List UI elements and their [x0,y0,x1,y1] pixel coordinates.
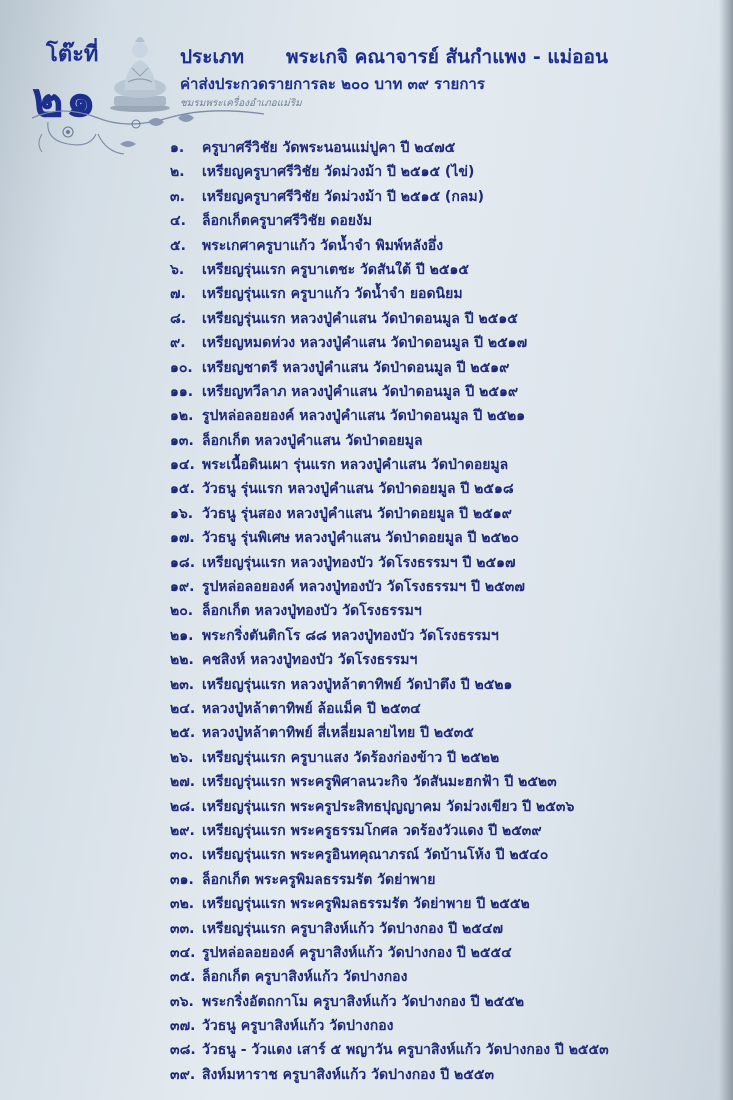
item-text: รูปหล่อลอยองค์ ครูบาสิงห์แก้ว วัดปางกอง ปี ๒๕๕๔ [202,944,512,961]
item-text: พระกริ่งอัตถกาโม ครูบาสิงห์แก้ว วัดปางกอง ปี ๒๕๕๒ [202,993,525,1010]
list-item [170,698,609,722]
item-number: ๑๑. [170,383,194,400]
item-text: เหรียญครูบาศรีวิชัย วัดม่วงม้า ปี ๒๕๑๕ (ไข่) [202,164,475,181]
item-number: ๒๑. [170,627,194,644]
entry-list [170,137,609,1088]
item-text: เหรียญชาตรี หลวงปู่คำแสน วัดป่าดอนมูล ปี ๒๕๑๙ [202,359,510,376]
list-item [170,405,609,429]
list-item [170,357,609,381]
list-item [170,991,609,1015]
item-text: เหรียญรุ่นแรก ครูบาสิงห์แก้ว วัดปางกอง ปี ๒๕๔๗ [202,920,503,937]
item-text: ล็อกเก็ต พระครูพิมลธรรมรัต วัดย่าพาย [202,871,436,888]
item-number: ๒๐. [170,603,194,620]
list-item [170,796,609,820]
item-number: ๓๒. [170,896,195,913]
item-text: ล็อกเก็ต หลวงปู่คำแสน วัดป่าดอยมูล [202,432,423,449]
item-number: ๓๗. [170,1018,196,1035]
item-text: เหรียญรุ่นแรก ครูบาแก้ว วัดน้ำจำ ยอดนิยม [202,286,463,303]
item-text: ล็อกเก็ตครูบาศรีวิชัย ดอยงัม [202,213,373,230]
table-label: โต๊ะที่ [46,42,99,67]
item-text: เหรียญรุ่นแรก ครูบาเตชะ วัดสันใต้ ปี ๒๕๑๕ [202,261,469,278]
item-text: วัวธนู ครูบาสิงห์แก้ว วัดปางกอง [202,1018,394,1035]
list-item [170,674,609,698]
item-number: ๖. [170,261,185,278]
item-text: ล็อกเก็ต หลวงปู่ทองบัว วัดโรงธรรมฯ [202,603,422,620]
list-item [170,259,609,283]
item-text: เหรียญรุ่นแรก พระครูธรรมโกศล วดร้องวัวแดง ปี ๒๕๓๙ [202,822,542,839]
list-item [170,552,609,576]
list-item [170,820,609,844]
item-number: ๒. [170,164,185,181]
list-item [170,283,609,307]
list-item [170,600,609,624]
item-text: หลวงปู่หล้าตาทิพย์ ล้อแม็ค ปี ๒๕๓๔ [202,700,421,717]
item-number: ๓๕. [170,969,196,986]
item-text: วัวธนู รุ่นพิเศษ หลวงปู่คำแสน วัดป่าดอยมูล ปี ๒๕๒๐ [202,530,519,547]
category-label: ประเภท [180,46,245,68]
item-text: เหรียญทวีลาภ หลวงปู่คำแสน วัดป่าดอนมูล ปี ๒๕๑๙ [202,383,519,400]
list-item [170,649,609,673]
item-number: ๑๕. [170,481,195,498]
item-text: ครูบาศรีวิชัย วัดพระนอนแม่ปูคา ปี ๒๔๗๕ [202,140,456,156]
list-item [170,381,609,405]
list-item [170,942,609,966]
item-text: รูปหล่อลอยองค์ หลวงปู่คำแสน วัดป่าดอนมูล ปี ๒๕๒๑ [202,408,526,425]
item-number: ๒๕. [170,725,196,742]
list-item [170,747,609,771]
list-item [170,503,609,527]
item-number: ๓๙. [170,1066,196,1083]
item-text: เหรียญรุ่นแรก หลวงปู่ทองบัว วัดโรงธรรมฯ ปี ๒๕๑๗ [202,554,516,571]
item-text: เหรียญรุ่นแรก หลวงปู่หล้าตาทิพย์ วัดป่าตึง ปี ๒๕๒๑ [202,676,513,693]
list-item [170,210,609,234]
list-item [170,235,609,259]
list-item [170,332,609,356]
item-text: เหรียญรุ่นแรก พระครูประสิทธปุญญาคม วัดม่วงเขียว ปี ๒๕๓๖ [202,798,575,815]
item-text: เหรียญรุ่นแรก ครูบาแสง วัดร้องก่องข้าว ปี ๒๕๒๒ [202,749,500,766]
item-number: ๕. [170,237,186,254]
item-number: ๓๑. [170,871,194,888]
item-text: พระกริ่งตันติกโร ๘๘ หลวงปู่ทองบัว วัดโรงธรรมฯ [202,627,499,644]
list-item [170,454,609,478]
item-number: ๓๐. [170,847,194,864]
list-item [170,186,609,210]
item-text: คชสิงห์ หลวงปู่ทองบัว วัดโรงธรรมฯ [202,652,418,669]
item-text: หลวงปู่หล้าตาทิพย์ สี่เหลี่ยมลายไทย ปี ๒๕๓๕ [202,725,474,742]
list-item [170,308,609,332]
item-number: ๒๔. [170,700,196,717]
item-number: ๒๗. [170,774,196,791]
list-item [170,625,609,649]
buddha-statue-icon [108,30,172,112]
list-item [170,966,609,990]
item-number: ๘. [170,310,187,327]
item-text: เหรียญหมดห่วง หลวงปู่คำแสน วัดป่าดอนมูล ปี ๒๕๑๗ [202,335,528,352]
item-text: เหรียญรุ่นแรก พระครูพิมลธรรมรัต วัดย่าพาย ปี ๒๕๕๒ [202,896,530,913]
item-number: ๒๒. [170,652,194,669]
item-number: ๑๘. [170,554,196,571]
item-number: ๓๖. [170,993,194,1010]
item-text: เหรียญรุ่นแรก พระครูอินทคุณาภรณ์ วัดบ้านโห้ง ปี ๒๕๔๐ [202,847,549,864]
item-number: ๔. [170,213,186,230]
item-number: ๑๖. [170,505,194,522]
list-item [170,576,609,600]
item-number: ๒๘. [170,798,196,815]
list-item [170,844,609,868]
list-item [170,430,609,454]
list-item [170,1015,609,1039]
item-text: สิงห์มหาราช ครูบาสิงห์แก้ว วัดปางกอง ปี ๒๕๕๓ [202,1066,495,1083]
item-text: เหรียญครูบาศรีวิชัย วัดม่วงม้า ปี ๒๕๑๕ (กลม) [202,188,485,205]
list-item [170,161,609,185]
list-item [170,1039,609,1063]
list-item [170,893,609,917]
item-text: เหรียญรุ่นแรก พระครูพิศาลนวะกิจ วัดสันมะฮกฟ้า ปี ๒๕๒๓ [202,774,557,791]
item-number: ๑๙. [170,579,195,596]
table-number: ๒๑ [32,72,99,128]
item-number: ๑๒. [170,408,194,425]
item-text: พระเนื้อดินเผา รุ่นแรก หลวงปู่คำแสน วัดป่าดอยมูล [202,457,509,474]
item-number: ๑๓. [170,432,194,449]
list-item [170,918,609,942]
item-number: ๗. [170,286,186,303]
item-text: เหรียญรุ่นแรก หลวงปู่คำแสน วัดป่าดอนมูล ปี ๒๕๑๕ [202,310,518,327]
item-number: ๒๓. [170,676,195,693]
item-number: ๙. [170,335,186,352]
item-text: วัวธนู รุ่นแรก หลวงปู่คำแสน วัดป่าดอยมูล ปี ๒๕๑๘ [202,481,514,498]
list-item [170,722,609,746]
list-item [170,478,609,502]
club-name: ชมรมพระเครื่องอำเภอแม่ริม [180,98,302,109]
item-number: ๒๖. [170,749,194,766]
item-number: ๓. [170,188,185,205]
list-item [170,869,609,893]
item-number: ๑๗. [170,530,195,547]
item-number: ๓๔. [170,944,196,961]
item-number: ๓๓. [170,920,195,937]
item-text: พระเกศาครูบาแก้ว วัดน้ำจำ พิมพ์หลังอึ่ง [202,237,444,254]
item-text: รูปหล่อลอยองค์ หลวงปู่ทองบัว วัดโรงธรรมฯ ปี ๒๕๓๗ [202,579,525,596]
item-number: ๒๙. [170,822,195,839]
list-item [170,137,609,161]
list-item [170,527,609,551]
item-number: ๓๘. [170,1042,196,1059]
item-text: วัวธนู รุ่นสอง หลวงปู่คำแสน วัดป่าดอยมูล ปี ๒๕๑๙ [202,505,512,522]
item-number: ๑. [170,140,185,156]
list-item [170,771,609,795]
item-text: วัวธนู - วัวแดง เสาร์ ๕ พญาวัน ครูบาสิงห์แก้ว วัดปางกอง ปี ๒๕๕๓ [202,1042,609,1059]
item-number: ๑๔. [170,457,195,474]
entry-fee-line: ค่าส่งประกวดรายการละ ๒๐๐ บาท ๓๙ รายการ [180,75,485,93]
category-title: พระเกจิ คณาจารย์ สันกำแพง - แม่ออน [286,46,608,68]
item-text: ล็อกเก็ต ครูบาสิงห์แก้ว วัดปางกอง [202,969,408,986]
item-number: ๑๐. [170,359,193,376]
list-item [170,1064,609,1088]
